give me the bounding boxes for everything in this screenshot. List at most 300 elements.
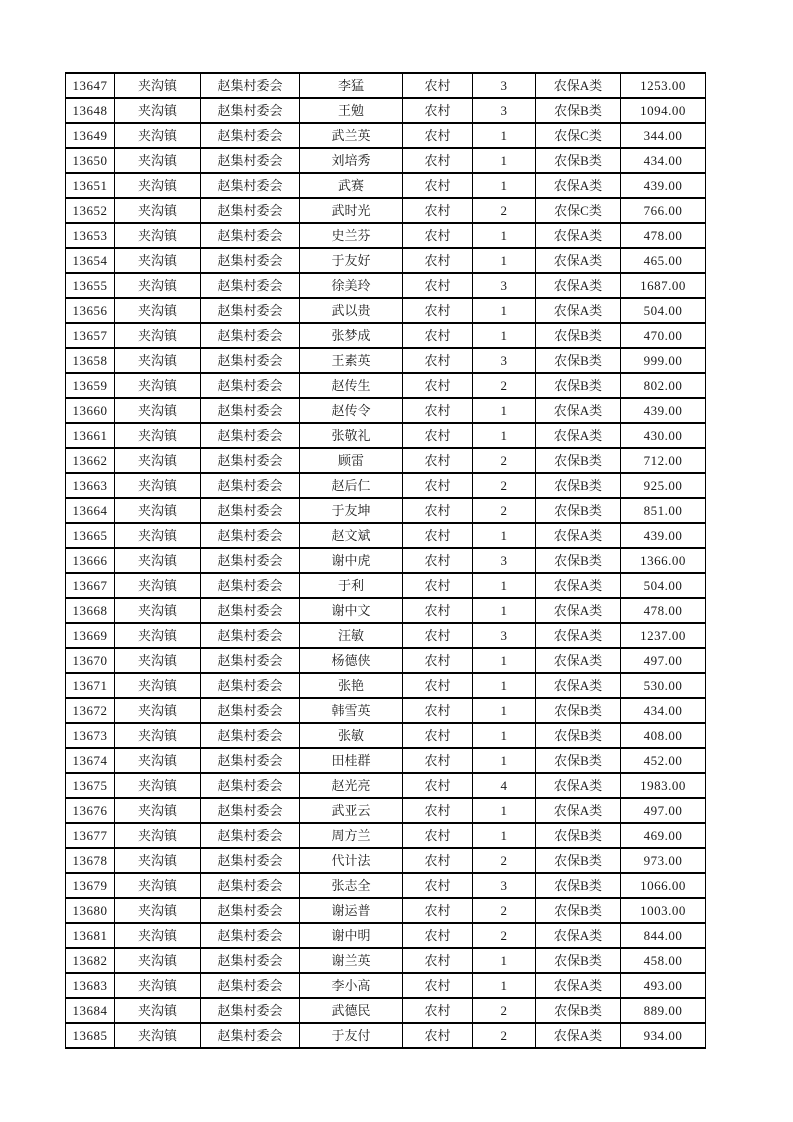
cell-amount: 458.00: [621, 948, 706, 973]
cell-household-count: 1: [473, 948, 536, 973]
table-row: [66, 573, 706, 598]
cell-insurance-category: 农保A类: [536, 598, 621, 623]
cell-insurance-category: 农保A类: [536, 398, 621, 423]
table-row: [66, 673, 706, 698]
cell-insurance-category: 农保B类: [536, 998, 621, 1023]
cell-person-name: 张志全: [300, 873, 403, 898]
cell-person-name: 谢运普: [300, 898, 403, 923]
cell-household-count: 1: [473, 173, 536, 198]
cell-residence-type: 农村: [403, 723, 473, 748]
cell-town: 夹沟镇: [115, 423, 201, 448]
cell-household-count: 1: [473, 248, 536, 273]
cell-amount: 497.00: [621, 798, 706, 823]
cell-village-committee: 赵集村委会: [201, 773, 300, 798]
cell-town: 夹沟镇: [115, 573, 201, 598]
cell-person-name: 张敬礼: [300, 423, 403, 448]
cell-village-committee: 赵集村委会: [201, 323, 300, 348]
cell-residence-type: 农村: [403, 473, 473, 498]
cell-residence-type: 农村: [403, 198, 473, 223]
cell-insurance-category: 农保B类: [536, 948, 621, 973]
cell-insurance-category: 农保B类: [536, 323, 621, 348]
cell-household-count: 1: [473, 698, 536, 723]
cell-person-name: 于友好: [300, 248, 403, 273]
cell-village-committee: 赵集村委会: [201, 148, 300, 173]
cell-village-committee: 赵集村委会: [201, 623, 300, 648]
cell-residence-type: 农村: [403, 773, 473, 798]
cell-residence-type: 农村: [403, 523, 473, 548]
cell-household-count: 3: [473, 273, 536, 298]
cell-person-name: 于友付: [300, 1023, 403, 1048]
cell-town: 夹沟镇: [115, 773, 201, 798]
cell-person-name: 于利: [300, 573, 403, 598]
cell-amount: 1253.00: [621, 73, 706, 98]
cell-town: 夹沟镇: [115, 148, 201, 173]
cell-amount: 344.00: [621, 123, 706, 148]
cell-town: 夹沟镇: [115, 223, 201, 248]
cell-town: 夹沟镇: [115, 98, 201, 123]
cell-sequence-number: 13679: [66, 873, 115, 898]
cell-sequence-number: 13654: [66, 248, 115, 273]
cell-household-count: 1: [473, 723, 536, 748]
cell-residence-type: 农村: [403, 623, 473, 648]
cell-person-name: 武德民: [300, 998, 403, 1023]
cell-household-count: 3: [473, 873, 536, 898]
cell-amount: 478.00: [621, 223, 706, 248]
cell-sequence-number: 13659: [66, 373, 115, 398]
cell-amount: 430.00: [621, 423, 706, 448]
cell-town: 夹沟镇: [115, 398, 201, 423]
cell-village-committee: 赵集村委会: [201, 1023, 300, 1048]
cell-household-count: 2: [473, 1023, 536, 1048]
cell-village-committee: 赵集村委会: [201, 73, 300, 98]
cell-household-count: 3: [473, 348, 536, 373]
table-row: [66, 623, 706, 648]
cell-household-count: 3: [473, 623, 536, 648]
cell-household-count: 1: [473, 323, 536, 348]
cell-insurance-category: 农保C类: [536, 123, 621, 148]
cell-sequence-number: 13655: [66, 273, 115, 298]
cell-insurance-category: 农保B类: [536, 473, 621, 498]
cell-residence-type: 农村: [403, 423, 473, 448]
cell-household-count: 2: [473, 373, 536, 398]
table-row: [66, 823, 706, 848]
cell-village-committee: 赵集村委会: [201, 573, 300, 598]
cell-residence-type: 农村: [403, 598, 473, 623]
cell-insurance-category: 农保A类: [536, 623, 621, 648]
cell-sequence-number: 13682: [66, 948, 115, 973]
cell-village-committee: 赵集村委会: [201, 823, 300, 848]
table-row: [66, 923, 706, 948]
cell-household-count: 4: [473, 773, 536, 798]
table-row: [66, 173, 706, 198]
cell-person-name: 谢中虎: [300, 548, 403, 573]
cell-village-committee: 赵集村委会: [201, 923, 300, 948]
cell-sequence-number: 13656: [66, 298, 115, 323]
table-row: [66, 298, 706, 323]
table-row: [66, 123, 706, 148]
table-row: [66, 523, 706, 548]
cell-town: 夹沟镇: [115, 723, 201, 748]
cell-person-name: 李猛: [300, 73, 403, 98]
cell-village-committee: 赵集村委会: [201, 523, 300, 548]
cell-insurance-category: 农保A类: [536, 648, 621, 673]
cell-residence-type: 农村: [403, 223, 473, 248]
cell-insurance-category: 农保A类: [536, 773, 621, 798]
cell-sequence-number: 13657: [66, 323, 115, 348]
cell-person-name: 武亚云: [300, 798, 403, 823]
cell-residence-type: 农村: [403, 273, 473, 298]
table-row: [66, 148, 706, 173]
cell-amount: 504.00: [621, 573, 706, 598]
cell-person-name: 代计法: [300, 848, 403, 873]
cell-residence-type: 农村: [403, 548, 473, 573]
cell-person-name: 赵后仁: [300, 473, 403, 498]
cell-sequence-number: 13662: [66, 448, 115, 473]
cell-household-count: 2: [473, 498, 536, 523]
cell-amount: 470.00: [621, 323, 706, 348]
table-row: [66, 473, 706, 498]
cell-town: 夹沟镇: [115, 198, 201, 223]
cell-insurance-category: 农保B类: [536, 898, 621, 923]
cell-village-committee: 赵集村委会: [201, 373, 300, 398]
cell-village-committee: 赵集村委会: [201, 698, 300, 723]
cell-sequence-number: 13666: [66, 548, 115, 573]
cell-town: 夹沟镇: [115, 273, 201, 298]
cell-town: 夹沟镇: [115, 873, 201, 898]
cell-insurance-category: 农保A类: [536, 573, 621, 598]
table-row: [66, 73, 706, 98]
table-row: [66, 998, 706, 1023]
cell-person-name: 刘培秀: [300, 148, 403, 173]
table-row: [66, 423, 706, 448]
cell-town: 夹沟镇: [115, 1023, 201, 1048]
cell-village-committee: 赵集村委会: [201, 173, 300, 198]
cell-town: 夹沟镇: [115, 298, 201, 323]
cell-sequence-number: 13685: [66, 1023, 115, 1048]
cell-residence-type: 农村: [403, 948, 473, 973]
table-row: [66, 598, 706, 623]
cell-residence-type: 农村: [403, 648, 473, 673]
table-row: [66, 273, 706, 298]
table-row: [66, 773, 706, 798]
cell-amount: 802.00: [621, 373, 706, 398]
cell-sequence-number: 13653: [66, 223, 115, 248]
cell-residence-type: 农村: [403, 73, 473, 98]
cell-residence-type: 农村: [403, 173, 473, 198]
cell-village-committee: 赵集村委会: [201, 198, 300, 223]
cell-sequence-number: 13663: [66, 473, 115, 498]
cell-insurance-category: 农保A类: [536, 973, 621, 998]
table-row: [66, 348, 706, 373]
cell-person-name: 武以贵: [300, 298, 403, 323]
cell-sequence-number: 13652: [66, 198, 115, 223]
table-row: [66, 448, 706, 473]
cell-sequence-number: 13683: [66, 973, 115, 998]
cell-insurance-category: 农保A类: [536, 423, 621, 448]
cell-sequence-number: 13675: [66, 773, 115, 798]
cell-residence-type: 农村: [403, 248, 473, 273]
cell-insurance-category: 农保A类: [536, 173, 621, 198]
cell-household-count: 1: [473, 798, 536, 823]
cell-person-name: 谢中明: [300, 923, 403, 948]
cell-residence-type: 农村: [403, 973, 473, 998]
cell-household-count: 1: [473, 223, 536, 248]
cell-household-count: 2: [473, 848, 536, 873]
cell-amount: 925.00: [621, 473, 706, 498]
cell-household-count: 1: [473, 823, 536, 848]
cell-person-name: 徐美玲: [300, 273, 403, 298]
cell-insurance-category: 农保B类: [536, 823, 621, 848]
cell-village-committee: 赵集村委会: [201, 723, 300, 748]
cell-residence-type: 农村: [403, 698, 473, 723]
cell-amount: 497.00: [621, 648, 706, 673]
cell-town: 夹沟镇: [115, 823, 201, 848]
cell-household-count: 1: [473, 573, 536, 598]
cell-residence-type: 农村: [403, 1023, 473, 1048]
cell-village-committee: 赵集村委会: [201, 748, 300, 773]
cell-person-name: 武赛: [300, 173, 403, 198]
cell-town: 夹沟镇: [115, 998, 201, 1023]
cell-amount: 434.00: [621, 148, 706, 173]
table-row: [66, 898, 706, 923]
cell-amount: 851.00: [621, 498, 706, 523]
cell-amount: 452.00: [621, 748, 706, 773]
cell-amount: 1094.00: [621, 98, 706, 123]
cell-amount: 439.00: [621, 398, 706, 423]
table-row: [66, 798, 706, 823]
table-row: [66, 373, 706, 398]
cell-person-name: 王勉: [300, 98, 403, 123]
cell-town: 夹沟镇: [115, 648, 201, 673]
cell-village-committee: 赵集村委会: [201, 673, 300, 698]
cell-amount: 844.00: [621, 923, 706, 948]
cell-amount: 408.00: [621, 723, 706, 748]
cell-town: 夹沟镇: [115, 623, 201, 648]
cell-sequence-number: 13672: [66, 698, 115, 723]
cell-insurance-category: 农保B类: [536, 448, 621, 473]
cell-sequence-number: 13658: [66, 348, 115, 373]
cell-household-count: 1: [473, 523, 536, 548]
cell-town: 夹沟镇: [115, 473, 201, 498]
cell-town: 夹沟镇: [115, 348, 201, 373]
cell-insurance-category: 农保A类: [536, 523, 621, 548]
cell-sequence-number: 13671: [66, 673, 115, 698]
table-row: [66, 723, 706, 748]
cell-residence-type: 农村: [403, 873, 473, 898]
cell-town: 夹沟镇: [115, 598, 201, 623]
cell-amount: 504.00: [621, 298, 706, 323]
cell-amount: 1687.00: [621, 273, 706, 298]
cell-amount: 434.00: [621, 698, 706, 723]
cell-town: 夹沟镇: [115, 73, 201, 98]
cell-residence-type: 农村: [403, 298, 473, 323]
cell-insurance-category: 农保A类: [536, 673, 621, 698]
cell-person-name: 周方兰: [300, 823, 403, 848]
cell-sequence-number: 13664: [66, 498, 115, 523]
cell-person-name: 赵传令: [300, 398, 403, 423]
cell-residence-type: 农村: [403, 148, 473, 173]
cell-residence-type: 农村: [403, 998, 473, 1023]
cell-insurance-category: 农保A类: [536, 248, 621, 273]
cell-village-committee: 赵集村委会: [201, 398, 300, 423]
table-row: [66, 548, 706, 573]
cell-household-count: 1: [473, 673, 536, 698]
cell-village-committee: 赵集村委会: [201, 498, 300, 523]
cell-insurance-category: 农保B类: [536, 348, 621, 373]
table-row: [66, 498, 706, 523]
table-row: [66, 948, 706, 973]
cell-residence-type: 农村: [403, 398, 473, 423]
cell-sequence-number: 13650: [66, 148, 115, 173]
cell-sequence-number: 13660: [66, 398, 115, 423]
cell-sequence-number: 13678: [66, 848, 115, 873]
cell-sequence-number: 13647: [66, 73, 115, 98]
cell-sequence-number: 13649: [66, 123, 115, 148]
cell-village-committee: 赵集村委会: [201, 223, 300, 248]
cell-amount: 1003.00: [621, 898, 706, 923]
cell-sequence-number: 13680: [66, 898, 115, 923]
cell-person-name: 赵光亮: [300, 773, 403, 798]
cell-person-name: 史兰芬: [300, 223, 403, 248]
cell-amount: 1983.00: [621, 773, 706, 798]
cell-village-committee: 赵集村委会: [201, 548, 300, 573]
cell-village-committee: 赵集村委会: [201, 998, 300, 1023]
cell-sequence-number: 13673: [66, 723, 115, 748]
cell-residence-type: 农村: [403, 373, 473, 398]
cell-residence-type: 农村: [403, 573, 473, 598]
cell-insurance-category: 农保B类: [536, 748, 621, 773]
cell-person-name: 顾雷: [300, 448, 403, 473]
cell-town: 夹沟镇: [115, 448, 201, 473]
cell-person-name: 武时光: [300, 198, 403, 223]
cell-amount: 530.00: [621, 673, 706, 698]
cell-amount: 766.00: [621, 198, 706, 223]
cell-insurance-category: 农保C类: [536, 198, 621, 223]
cell-amount: 478.00: [621, 598, 706, 623]
cell-insurance-category: 农保B类: [536, 698, 621, 723]
cell-insurance-category: 农保A类: [536, 73, 621, 98]
cell-sequence-number: 13667: [66, 573, 115, 598]
cell-town: 夹沟镇: [115, 923, 201, 948]
cell-amount: 1066.00: [621, 873, 706, 898]
cell-amount: 439.00: [621, 523, 706, 548]
cell-household-count: 2: [473, 898, 536, 923]
cell-insurance-category: 农保B类: [536, 148, 621, 173]
cell-household-count: 3: [473, 98, 536, 123]
cell-residence-type: 农村: [403, 98, 473, 123]
cell-insurance-category: 农保B类: [536, 548, 621, 573]
cell-person-name: 张艳: [300, 673, 403, 698]
table-row: [66, 323, 706, 348]
cell-household-count: 3: [473, 548, 536, 573]
cell-person-name: 赵文斌: [300, 523, 403, 548]
cell-residence-type: 农村: [403, 898, 473, 923]
cell-sequence-number: 13669: [66, 623, 115, 648]
cell-person-name: 田桂群: [300, 748, 403, 773]
cell-village-committee: 赵集村委会: [201, 973, 300, 998]
cell-household-count: 2: [473, 473, 536, 498]
cell-village-committee: 赵集村委会: [201, 248, 300, 273]
cell-insurance-category: 农保A类: [536, 273, 621, 298]
cell-amount: 1366.00: [621, 548, 706, 573]
cell-amount: 999.00: [621, 348, 706, 373]
cell-sequence-number: 13677: [66, 823, 115, 848]
cell-person-name: 李小高: [300, 973, 403, 998]
cell-household-count: 2: [473, 923, 536, 948]
cell-town: 夹沟镇: [115, 673, 201, 698]
cell-town: 夹沟镇: [115, 373, 201, 398]
cell-village-committee: 赵集村委会: [201, 298, 300, 323]
cell-household-count: 1: [473, 298, 536, 323]
cell-person-name: 杨德侠: [300, 648, 403, 673]
table-row: [66, 198, 706, 223]
cell-town: 夹沟镇: [115, 948, 201, 973]
cell-person-name: 谢中文: [300, 598, 403, 623]
cell-amount: 465.00: [621, 248, 706, 273]
table-row: [66, 648, 706, 673]
cell-town: 夹沟镇: [115, 898, 201, 923]
cell-household-count: 1: [473, 748, 536, 773]
cell-town: 夹沟镇: [115, 123, 201, 148]
cell-insurance-category: 农保A类: [536, 1023, 621, 1048]
cell-sequence-number: 13684: [66, 998, 115, 1023]
cell-amount: 712.00: [621, 448, 706, 473]
cell-household-count: 1: [473, 648, 536, 673]
table-row: [66, 248, 706, 273]
benefits-table: [65, 72, 706, 1049]
cell-town: 夹沟镇: [115, 748, 201, 773]
cell-amount: 973.00: [621, 848, 706, 873]
cell-village-committee: 赵集村委会: [201, 898, 300, 923]
cell-household-count: 1: [473, 423, 536, 448]
cell-insurance-category: 农保B类: [536, 723, 621, 748]
cell-household-count: 2: [473, 198, 536, 223]
cell-sequence-number: 13676: [66, 798, 115, 823]
table-row: [66, 398, 706, 423]
cell-village-committee: 赵集村委会: [201, 598, 300, 623]
cell-insurance-category: 农保B类: [536, 373, 621, 398]
cell-residence-type: 农村: [403, 498, 473, 523]
cell-insurance-category: 农保A类: [536, 798, 621, 823]
cell-village-committee: 赵集村委会: [201, 873, 300, 898]
cell-insurance-category: 农保A类: [536, 298, 621, 323]
cell-sequence-number: 13665: [66, 523, 115, 548]
table-row: [66, 973, 706, 998]
cell-person-name: 韩雪英: [300, 698, 403, 723]
cell-town: 夹沟镇: [115, 173, 201, 198]
cell-residence-type: 农村: [403, 123, 473, 148]
cell-residence-type: 农村: [403, 323, 473, 348]
cell-residence-type: 农村: [403, 673, 473, 698]
table-row: [66, 98, 706, 123]
cell-residence-type: 农村: [403, 448, 473, 473]
cell-person-name: 汪敏: [300, 623, 403, 648]
cell-household-count: 2: [473, 998, 536, 1023]
table-row: [66, 748, 706, 773]
cell-town: 夹沟镇: [115, 698, 201, 723]
cell-person-name: 张梦成: [300, 323, 403, 348]
cell-insurance-category: 农保A类: [536, 223, 621, 248]
cell-insurance-category: 农保A类: [536, 923, 621, 948]
table-row: [66, 223, 706, 248]
cell-residence-type: 农村: [403, 798, 473, 823]
cell-insurance-category: 农保B类: [536, 498, 621, 523]
cell-person-name: 于友坤: [300, 498, 403, 523]
cell-village-committee: 赵集村委会: [201, 423, 300, 448]
cell-town: 夹沟镇: [115, 848, 201, 873]
cell-sequence-number: 13651: [66, 173, 115, 198]
cell-household-count: 1: [473, 973, 536, 998]
